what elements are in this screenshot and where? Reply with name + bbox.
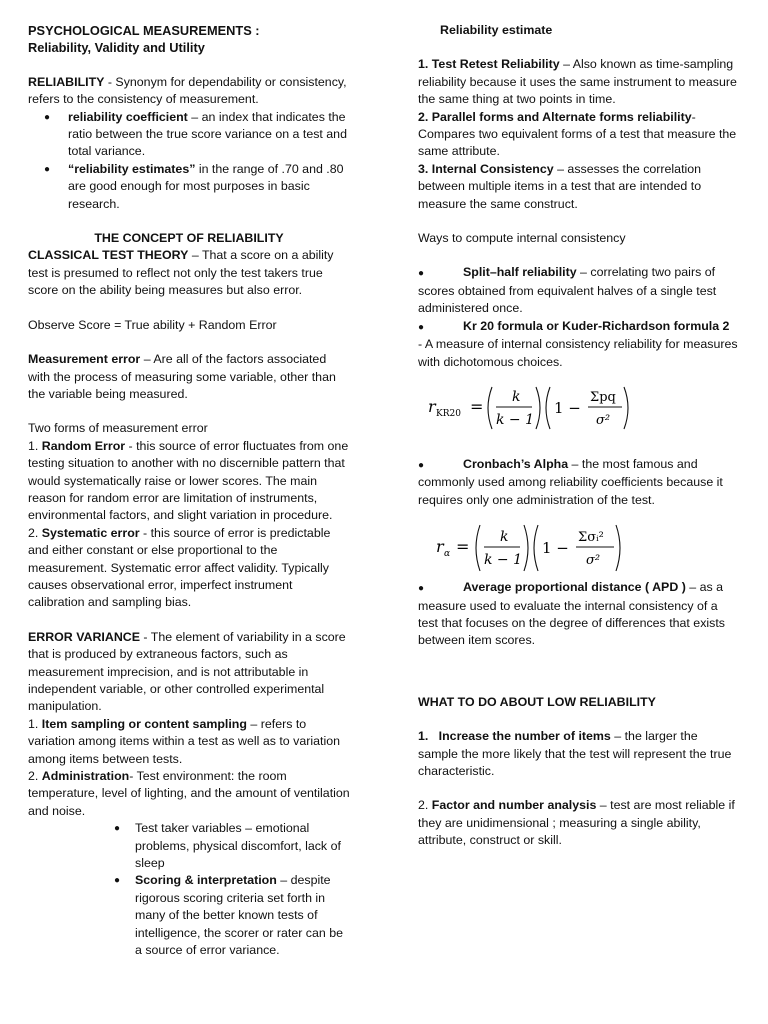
section-heading-concept: THE CONCEPT OF RELIABILITY bbox=[94, 231, 284, 246]
test-retest-paragraph: 1. Test Retest Reliability – Also known as time-sampling reliability because it uses the same instrument to measure the same thing at two points in time. bbox=[418, 57, 737, 107]
split-half-paragraph: ● Split–half reliability – correlating two pairs of scores obtained from equivalent halves of a single test administered once. bbox=[418, 265, 717, 316]
list-item: ● reliability coefficient – an index that indicates the ratio between the true score variance on a test and total variance. bbox=[28, 109, 350, 161]
alpha-one-minus: 1 − bbox=[542, 539, 569, 558]
kr20-formula bbox=[426, 379, 738, 439]
administration-paragraph: 2. Administration- Test environment: the room temperature, level of lighting, and the amount of ventilation and noise. bbox=[28, 769, 350, 818]
factor-analysis-paragraph: 2. Factor and number analysis – test are most reliable if they are unidimensional ; measuring a single ability, attribute, construct or skill. bbox=[418, 798, 735, 848]
reliability-list bbox=[28, 109, 350, 213]
reliability-term: RELIABILITY bbox=[28, 74, 105, 89]
document-title: PSYCHOLOGICAL MEASUREMENTS : bbox=[28, 23, 260, 38]
low-reliability-heading: WHAT TO DO ABOUT LOW RELIABILITY bbox=[418, 694, 656, 709]
bullet-icon: ● bbox=[418, 268, 425, 280]
classical-test-theory-paragraph: CLASSICAL TEST THEORY – That a score on a ability test is presumed to reflect not only the test takers true score on the ability being measures but also error. bbox=[28, 248, 334, 298]
cronbach-paragraph: ● Cronbach’s Alpha – the most famous and commonly used among reliability coefficients because it requires only one administration of the test. bbox=[418, 456, 723, 507]
two-forms-heading: Two forms of measurement error bbox=[28, 421, 208, 436]
alpha-numerator: k bbox=[500, 529, 509, 546]
increase-items-paragraph: 1. Increase the number of items – the larger the sample the more likely that the test will represent the true characteristic. bbox=[418, 729, 732, 778]
observe-score-formula: Observe Score = True ability + Random Error bbox=[28, 317, 277, 332]
bullet-icon: ● bbox=[418, 459, 425, 471]
left-column bbox=[28, 22, 350, 960]
bullet-icon: ● bbox=[418, 583, 425, 595]
kr20-one-minus: 1 − bbox=[554, 398, 581, 417]
random-error-paragraph: 1. Random Error - this source of error fluctuates from one testing situation to another with no discernible pattern that would systematically raise or lower scores. The main reason for random error are limitation of instruments, environmental factors, and slight variation in procedure. bbox=[28, 438, 349, 523]
item-sampling-paragraph: 1. Item sampling or content sampling – refers to variation among items within a test as well as to variation among items between tests. bbox=[28, 716, 340, 766]
ways-heading: Ways to compute internal consistency bbox=[418, 231, 626, 246]
kr20-numerator: k bbox=[512, 388, 521, 405]
kr20-equals: = bbox=[470, 396, 484, 416]
kr20-numerator2: Σpq bbox=[590, 389, 616, 405]
kr20-heading: ● Kr 20 formula or Kuder-Richardson formula 2 bbox=[418, 318, 738, 336]
bullet-icon: ● bbox=[418, 321, 425, 333]
alpha-denominator2: σ² bbox=[586, 553, 601, 569]
reliability-definition: - Synonym for dependability or consistency, refers to the consistency of measurement. bbox=[28, 74, 347, 107]
list-item: ● “reliability estimates” in the range of .70 and .80 are good enough for most purposes in basic research. bbox=[28, 161, 350, 213]
list-item: ● Scoring & interpretation – despite rigorous scoring criteria set forth in many of the better known tests of intelligence, the scorer or rater can be a source of error variance. bbox=[28, 872, 350, 959]
parallel-forms-paragraph: 2. Parallel forms and Alternate forms reliability- Compares two equivalent forms of a test that measure the same attribute. bbox=[418, 109, 737, 159]
error-variance-paragraph: ERROR VARIANCE - The element of variability in a score that is produced by extraneous factors, such as measurement imprecision, and is not attributable in independent variable, or other controlled experimental manipulation. bbox=[28, 629, 346, 714]
reliability-paragraph bbox=[28, 74, 350, 109]
kr20-lhs-sub: KR20 bbox=[436, 408, 461, 419]
alpha-equals: = bbox=[456, 537, 470, 557]
reliability-estimate-heading: Reliability estimate bbox=[440, 23, 553, 37]
document-subtitle: Reliability, Validity and Utility bbox=[28, 40, 205, 56]
reliability-estimates-term: “reliability estimates” bbox=[68, 161, 196, 176]
reliability-coefficient-term: reliability coefficient bbox=[68, 109, 188, 124]
alpha-lhs-sub: α bbox=[444, 549, 451, 560]
alpha-lhs: r bbox=[436, 537, 444, 557]
administration-list bbox=[28, 820, 350, 959]
list-item: ● Test taker variables – emotional problems, physical discomfort, lack of sleep bbox=[28, 820, 350, 872]
kr20-denominator: k − 1 bbox=[496, 411, 535, 428]
measurement-error-paragraph: Measurement error – Are all of the factors associated with the process of measuring some variable, other than the variable being measured. bbox=[28, 352, 336, 401]
apd-paragraph: ● Average proportional distance ( APD ) – as a measure used to evaluate the internal consistency of a test that focuses on the degree of differences that exists between item scores. bbox=[418, 580, 725, 648]
kr20-definition: - A measure of internal consistency reliability for measures with dichotomous choices. bbox=[418, 337, 738, 369]
kr20-denominator2: σ² bbox=[596, 412, 611, 428]
alpha-formula bbox=[426, 519, 738, 579]
right-column bbox=[418, 22, 738, 850]
kr20-lhs: r bbox=[428, 396, 436, 416]
alpha-denominator: k − 1 bbox=[484, 552, 523, 569]
internal-consistency-paragraph: 3. Internal Consistency – assesses the correlation between multiple items in a test that are intended to measure the same construct. bbox=[418, 161, 702, 211]
systematic-error-paragraph: 2. Systematic error - this source of error is predictable and either constant or else proportional to the measurement. Systematic error affect validity. Typically causes observational error, imperfect instrument calibration and sampling bias. bbox=[28, 525, 331, 610]
alpha-numerator2: Σσᵢ² bbox=[578, 530, 604, 546]
